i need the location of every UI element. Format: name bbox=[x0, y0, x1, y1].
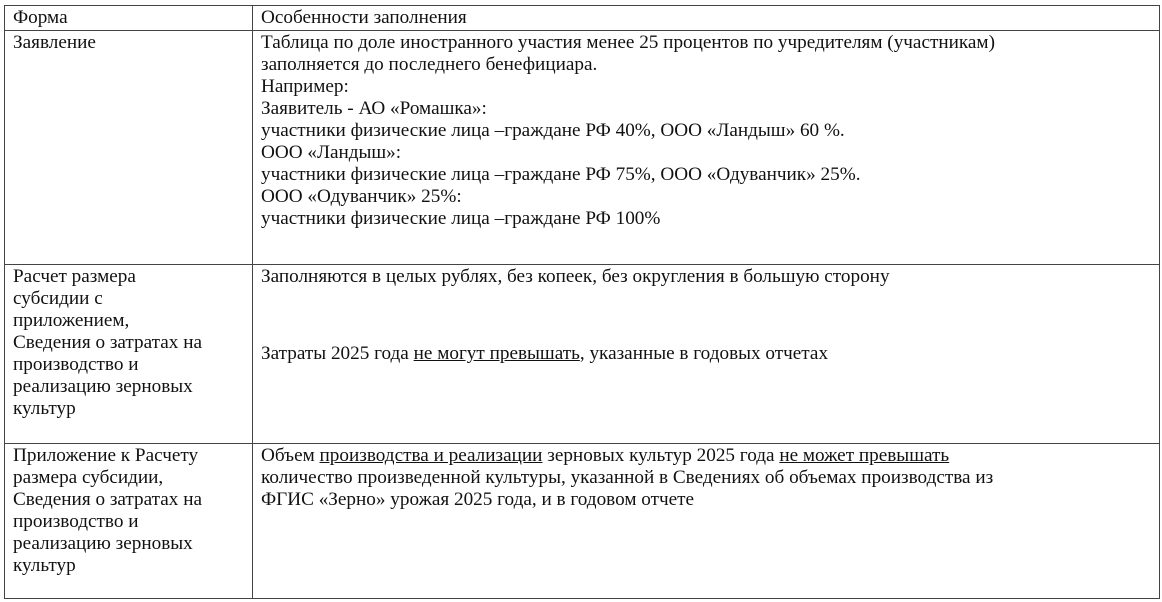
details-cell bbox=[253, 265, 1160, 444]
details-line: Например: bbox=[261, 76, 349, 97]
details-line: участники физические лица –граждане РФ 40%, ООО «Ландыш» 60 %. bbox=[261, 120, 845, 141]
form-line: субсидии с bbox=[13, 288, 103, 309]
details-line: Заполняются в целых рублях, без копеек, без округления в большую сторону bbox=[261, 266, 890, 287]
form-line: реализацию зерновых bbox=[13, 533, 193, 554]
details-line: ООО «Ландыш»: bbox=[261, 142, 402, 163]
text-run: , указанные в годовых отчетах bbox=[579, 343, 829, 364]
details-line bbox=[261, 445, 1151, 467]
details-cell bbox=[253, 444, 1160, 599]
form-line: Заявление bbox=[13, 32, 96, 53]
details-line: Таблица по доле иностранного участия менее 25 процентов по учредителям (участникам) bbox=[261, 32, 995, 53]
underlined-text: производства и реализации bbox=[319, 445, 543, 466]
form-line: приложением, bbox=[13, 310, 130, 331]
details-line: количество произведенной культуры, указанной в Сведениях об объемах производства из bbox=[261, 467, 994, 488]
details-line: ФГИС «Зерно» урожая 2025 года, и в годовом отчете bbox=[261, 489, 695, 510]
form-line: Расчет размера bbox=[13, 266, 136, 287]
form-cell bbox=[5, 31, 253, 265]
form-line: Приложение к Расчету bbox=[13, 445, 199, 466]
details-cell bbox=[253, 31, 1160, 265]
header-form: Форма bbox=[5, 6, 253, 31]
details-line bbox=[261, 343, 1151, 365]
table-row bbox=[5, 31, 1160, 265]
form-line: реализацию зерновых bbox=[13, 376, 193, 397]
details-line: заполняется до последнего бенефициара. bbox=[261, 54, 598, 75]
underlined-text: не может превышать bbox=[779, 445, 950, 466]
table-row bbox=[5, 444, 1160, 599]
details-line: участники физические лица –граждане РФ 100% bbox=[261, 208, 661, 229]
text-run: зерновых культур 2025 года bbox=[542, 445, 780, 466]
form-line: Сведения о затратах на bbox=[13, 332, 202, 353]
form-line: размера субсидии, bbox=[13, 467, 164, 488]
form-line: Сведения о затратах на bbox=[13, 489, 202, 510]
spacer bbox=[261, 288, 1151, 343]
text-run: Затраты 2025 года bbox=[261, 343, 414, 364]
underlined-text: не могут превышать bbox=[413, 343, 580, 364]
details-line: ООО «Одуванчик» 25%: bbox=[261, 186, 462, 207]
table-row bbox=[5, 265, 1160, 444]
form-line: культур bbox=[13, 555, 76, 576]
form-line: культур bbox=[13, 398, 76, 419]
form-cell bbox=[5, 444, 253, 599]
header-details: Особенности заполнения bbox=[253, 6, 1160, 31]
details-line: Заявитель - АО «Ромашка»: bbox=[261, 98, 487, 119]
form-cell bbox=[5, 265, 253, 444]
table-header-row bbox=[5, 6, 1160, 31]
form-line: производство и bbox=[13, 511, 139, 532]
requirements-table bbox=[4, 5, 1160, 599]
form-line: производство и bbox=[13, 354, 139, 375]
details-line: участники физические лица –граждане РФ 75%, ООО «Одуванчик» 25%. bbox=[261, 164, 861, 185]
text-run: Объем bbox=[261, 445, 320, 466]
